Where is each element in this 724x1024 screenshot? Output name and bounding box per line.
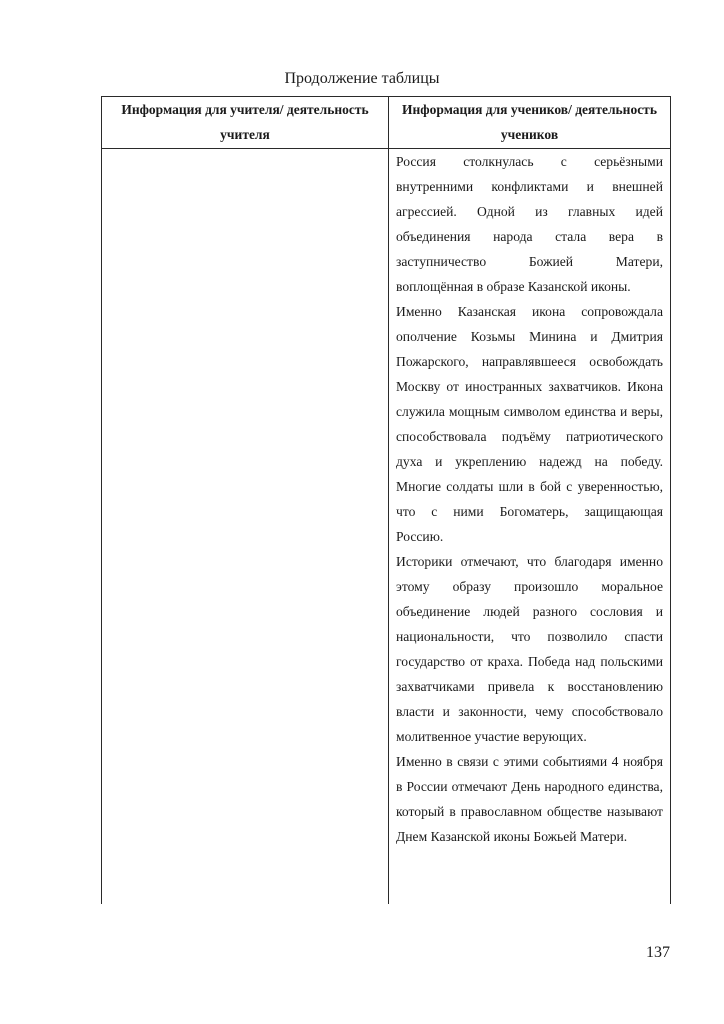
teacher-column-header: Информация для учителя/ деятельность учителя — [102, 97, 389, 149]
student-paragraph: Россия столкнулась с серьёзными внутренними конфликтами и внешней агрессией. Одной из главных идей объединения народа стала вера в заступничество Божией Матери, воплощённая в образе Казанской иконы. — [396, 154, 663, 294]
page-number: 137 — [646, 944, 670, 961]
table-row — [102, 149, 671, 905]
student-paragraph: Именно в связи с этими событиями 4 ноября в России отмечают День народного единства, который в православном обществе называют Днем Казанской иконы Божьей Матери. — [396, 754, 663, 844]
table-continuation-caption: Продолжение таблицы — [284, 70, 440, 87]
student-paragraph: Историки отмечают, что благодаря именно этому образу произошло моральное объединение людей разного сословия и национальности, что позволило спасти государство от краха. Победа над польскими захватчиками привела к восстановлению власти и законности, чему способствовало молитвенное участие верующих. — [396, 554, 663, 744]
teacher-info-cell — [102, 149, 389, 905]
student-info-cell — [389, 149, 671, 905]
table-header-row — [102, 97, 671, 149]
student-paragraph: Именно Казанская икона сопровождала ополчение Козьмы Минина и Дмитрия Пожарского, направлявшееся освобождать Москву от иностранных захватчиков. Икона служила мощным символом единства и веры, способствовала подъёму патриотического духа и укреплению надежд на победу. Многие солдаты шли в бой с уверенностью, что с ними Богоматерь, защищающая Россию. — [396, 304, 663, 544]
lesson-table — [101, 96, 671, 904]
student-column-header: Информация для учеников/ деятельность учеников — [389, 97, 671, 149]
